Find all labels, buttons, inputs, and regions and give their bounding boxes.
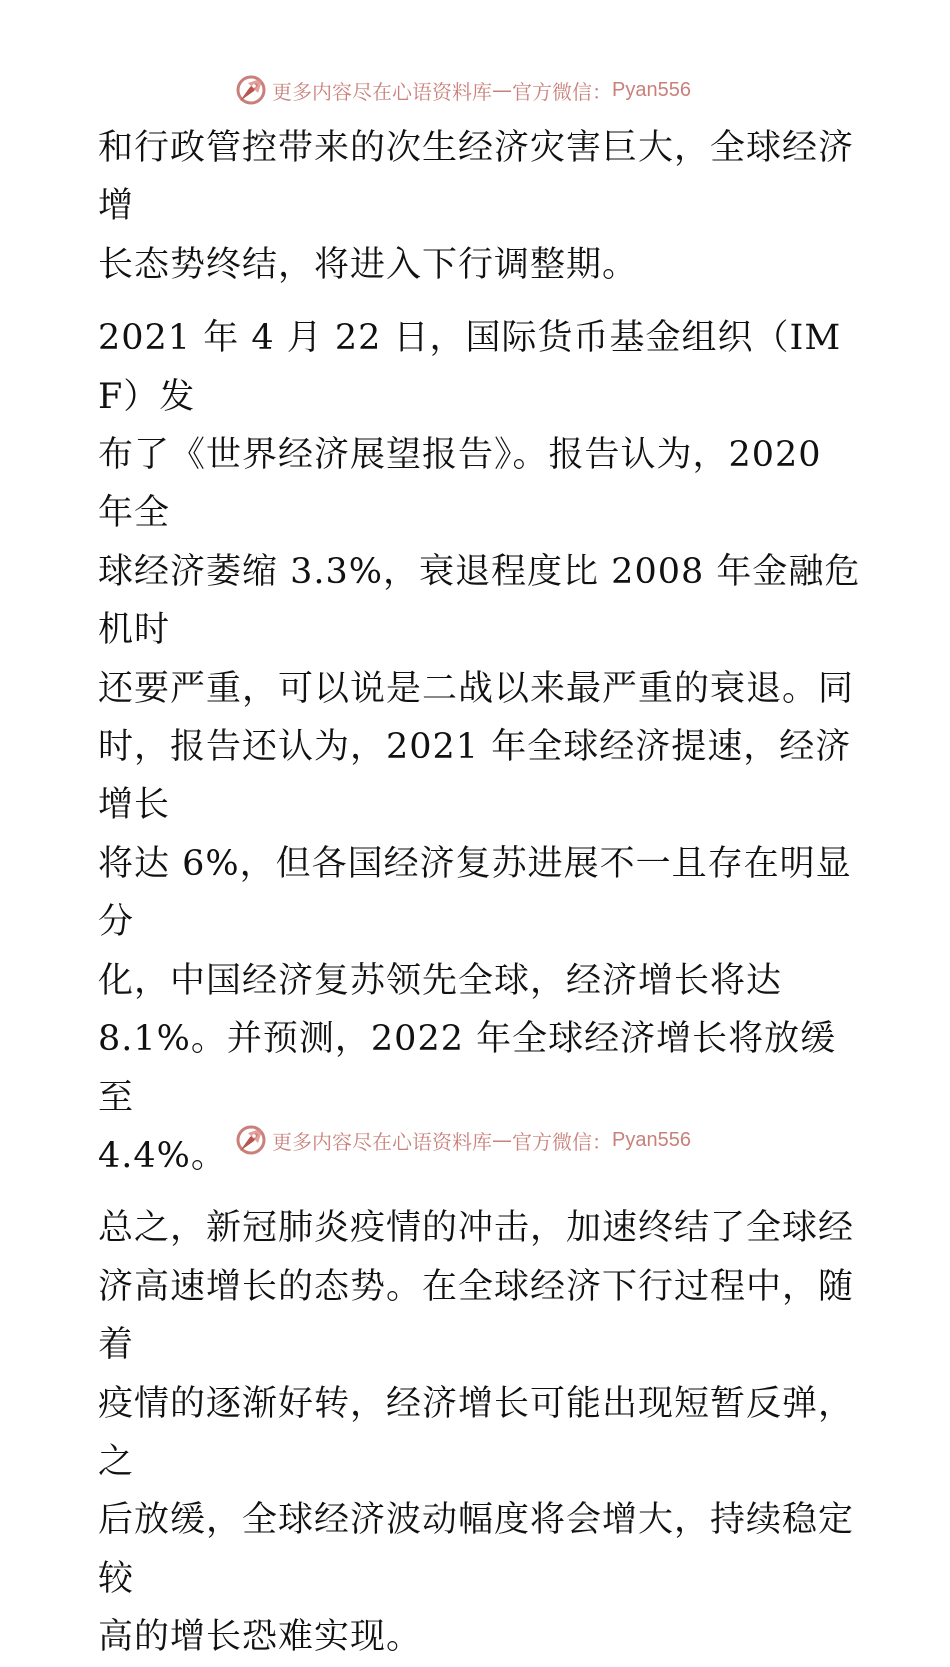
banner-separator: — [492,78,512,102]
banner-wechat-label: 官方微信： [512,1129,612,1154]
banner-text: 更多内容尽在心语资料库 [272,79,492,104]
header-banner [234,72,691,108]
paragraph: 2021 年 4 月 22 日，国际货币基金组织（IMF）发 布了《世界经济展望报告》。报告认为，2020 年全 球经济萎缩 3.3%，衰退程度比 2008 年金融危机时 还要严重，可以说是二战以来最严重的衰退。同 时，报告还认为，2021 年全球经济提速，经济增长 将达 6%，但各国经济复苏进展不一且存在明显分 化，中国经济复苏领先全球，经济增长将达 8.1%。并预测，2022 年全球经济增长将放缓至 4.4%。 [98,318,861,1176]
pen-nib-logo-icon [234,1123,268,1157]
banner-text: 更多内容尽在心语资料库 [272,1129,492,1154]
banner-wechat-id: Pyan556 [612,1128,691,1151]
paragraph: 和行政管控带来的次生经济灾害巨大，全球经济增 长态势终结，将进入下行调整期。 [98,128,855,285]
banner-wechat-label: 官方微信： [512,79,612,104]
banner-separator: — [492,1128,512,1152]
pen-nib-logo-icon [234,73,268,107]
banner-wechat-id: Pyan556 [612,78,691,101]
footer-banner [234,1122,691,1158]
document-body [98,119,868,1667]
paragraph: 总之，新冠肺炎疫情的冲击，加速终结了全球经 济高速增长的态势。在全球经济下行过程中，随着 疫情的逐渐好转，经济增长可能出现短暂反弹，之 后放缓，全球经济波动幅度将会增大，持续稳定较 高的增长恐难实现。 [98,1208,855,1658]
